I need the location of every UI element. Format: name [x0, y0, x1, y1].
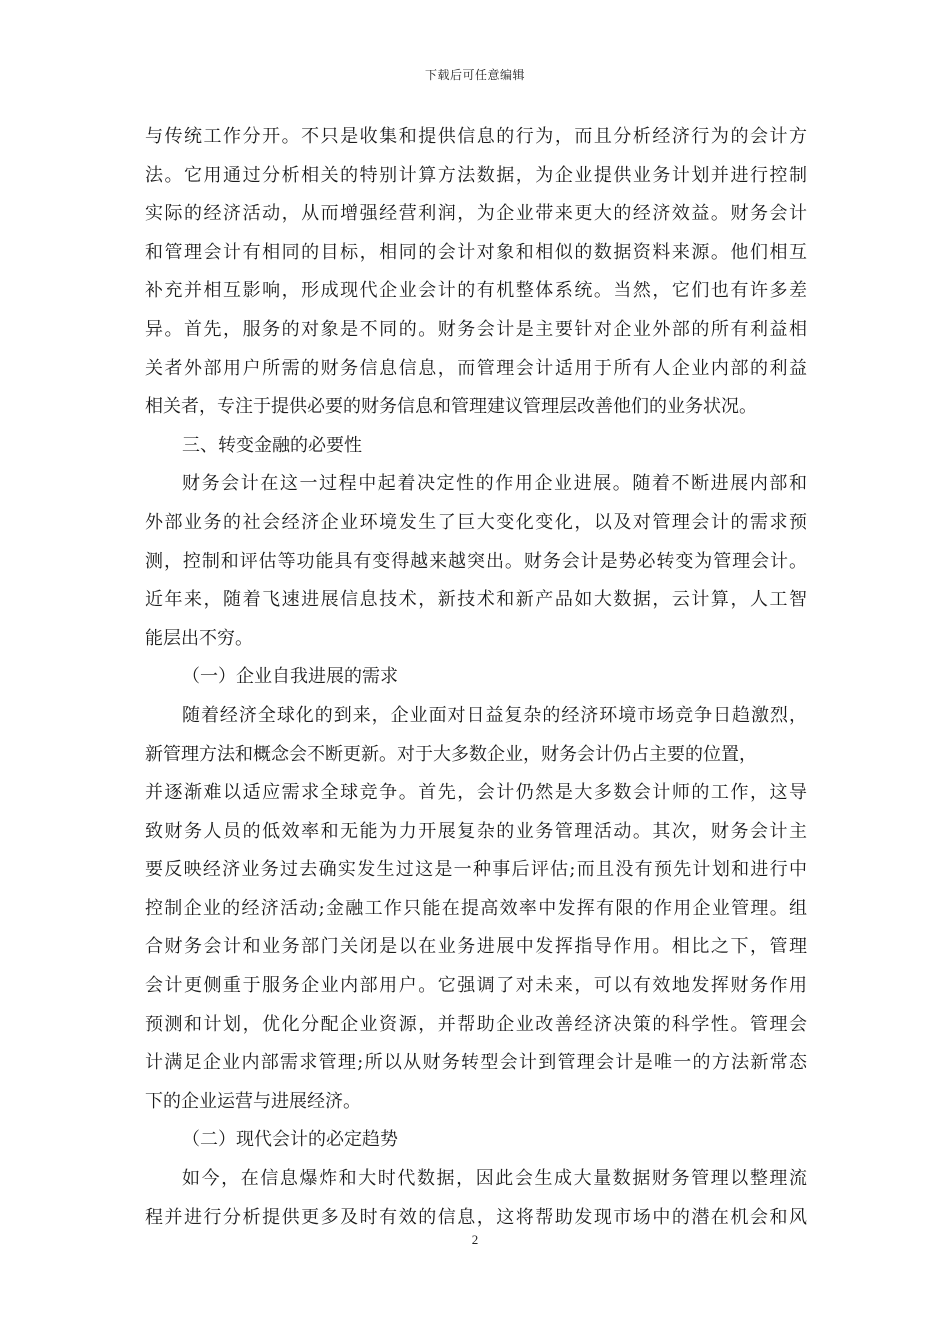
- text-line: 能层出不穷。: [145, 627, 253, 649]
- text-line: 合财务会计和业务部门关闭是以在业务进展中发挥指导作用。相比之下，管理: [145, 936, 807, 958]
- text-line: 致财务人员的低效率和无能为力开展复杂的业务管理活动。其次，财务会计主: [145, 820, 807, 842]
- text-line: 计满足企业内部需求管理;所以从财务转型会计到管理会计是唯一的方法新常态: [145, 1052, 807, 1074]
- page-number: 2: [471, 1232, 479, 1247]
- text-line: 下的企业运营与进展经济。: [145, 1090, 361, 1112]
- text-line: 新管理方法和概念会不断更新。对于大多数企业，财务会计仍占主要的位置，: [145, 743, 757, 765]
- text-line: 控制企业的经济活动;金融工作只能在提高效率中发挥有限的作用企业管理。组: [145, 897, 807, 919]
- text-line: 随着经济全球化的到来，企业面对日益复杂的经济环境市场竞争日趋激烈，: [182, 704, 807, 726]
- text-line: 财务会计在这一过程中起着决定性的作用企业进展。随着不断进展内部和: [182, 473, 807, 495]
- text-line: 要反映经济业务过去确实发生过这是一种事后评估;而且没有预先计划和进行中: [145, 859, 807, 881]
- section-heading: （二）现代会计的必定趋势: [182, 1129, 398, 1151]
- text-line: 相关者，专注于提供必要的财务信息和管理建议管理层改善他们的业务状况。: [145, 396, 757, 418]
- text-line: 异。首先，服务的对象是不同的。财务会计是主要针对企业外部的所有利益相: [145, 318, 807, 340]
- text-line: 如今，在信息爆炸和大时代数据，因此会生成大量数据财务管理以整理流: [182, 1168, 807, 1190]
- page-header: 下载后可任意编辑: [424, 68, 525, 82]
- section-heading: 三、转变金融的必要性: [182, 434, 362, 456]
- text-line: 近年来，随着飞速进展信息技术，新技术和新产品如大数据，云计算，人工智: [145, 589, 807, 611]
- section-heading: （一）企业自我进展的需求: [182, 666, 398, 688]
- text-line: 法。它用通过分析相关的特别计算方法数据，为企业提供业务计划并进行控制: [145, 164, 807, 186]
- text-line: 外部业务的社会经济企业环境发生了巨大变化变化，以及对管理会计的需求预: [145, 511, 807, 533]
- text-line: 测，控制和评估等功能具有变得越来越突出。财务会计是势必转变为管理会计。: [145, 550, 807, 572]
- text-line: 关者外部用户所需的财务信息信息，而管理会计适用于所有人企业内部的利益: [145, 357, 807, 379]
- text-line: 补充并相互影响，形成现代企业会计的有机整体系统。当然，它们也有许多差: [145, 280, 807, 302]
- text-line: 和管理会计有相同的目标，相同的会计对象和相似的数据资料来源。他们相互: [145, 241, 807, 263]
- text-line: 预测和计划，优化分配企业资源，并帮助企业改善经济决策的科学性。管理会: [145, 1013, 807, 1035]
- text-line: 实际的经济活动，从而增强经营利润，为企业带来更大的经济效益。财务会计: [145, 203, 807, 225]
- text-line: 程并进行分析提供更多及时有效的信息，这将帮助发现市场中的潜在机会和风: [145, 1206, 807, 1228]
- text-line: 会计更侧重于服务企业内部用户。它强调了对未来，可以有效地发挥财务作用: [145, 975, 807, 997]
- text-line: 并逐渐难以适应需求全球竞争。首先，会计仍然是大多数会计师的工作，这导: [145, 782, 807, 804]
- document-body: [145, 118, 807, 1237]
- text-line: 与传统工作分开。不只是收集和提供信息的行为，而且分析经济行为的会计方: [145, 126, 807, 147]
